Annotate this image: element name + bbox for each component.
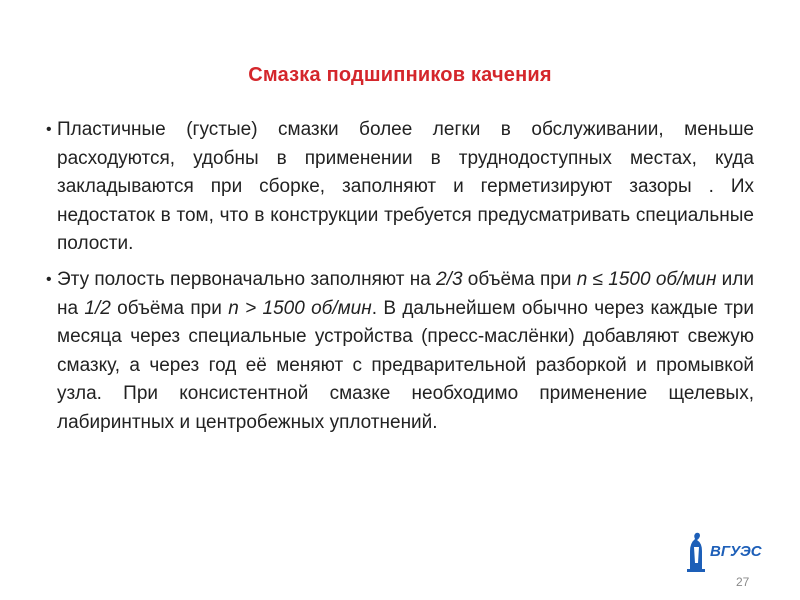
slide-title: Смазка подшипников качения: [248, 64, 552, 86]
bullet-paragraph-2: [48, 266, 754, 438]
bullet-paragraph-1: • Пластичные (густые) смазки более легки в обслуживании, меньше расходуются, удобны в применении в труднодоступных местах, куда закладываются при сборке, заполняют и герметизируют зазоры . Их недостаток в том, что в конструкции требуется предусматривать специальные полости.: [48, 116, 754, 259]
para2-text-5: . В дальнейшем обычно через каждые три месяца через специальные устройства (пресс-маслёнки) добавляют свежую смазку, а через год её меняют с предварительной разборкой и промывкой узла. При консистентной смазке необходимо применение щелевых, лабиринтных и центробежных уплотнений.: [57, 297, 754, 433]
slide-content: [48, 116, 754, 445]
para2-text-2: объёма при: [462, 268, 577, 290]
university-logo: [684, 529, 776, 573]
para2-text-3: или на: [57, 268, 754, 319]
para2-value-fraction-2: 1/2: [84, 297, 111, 319]
para2-text-4: объёма при: [110, 297, 229, 319]
para2-value-fraction-1: 2/3: [436, 268, 463, 290]
para2-value-speed-2: n > 1500 об/мин: [228, 297, 372, 319]
para2-value-speed-1: n ≤ 1500 об/мин: [576, 268, 717, 290]
logo-figure-icon: [687, 533, 705, 572]
page-number: 27: [736, 575, 750, 589]
logo-text: ВГУЭС: [710, 543, 762, 560]
para2-text-1: Эту полость первоначально заполняют на: [57, 268, 437, 290]
